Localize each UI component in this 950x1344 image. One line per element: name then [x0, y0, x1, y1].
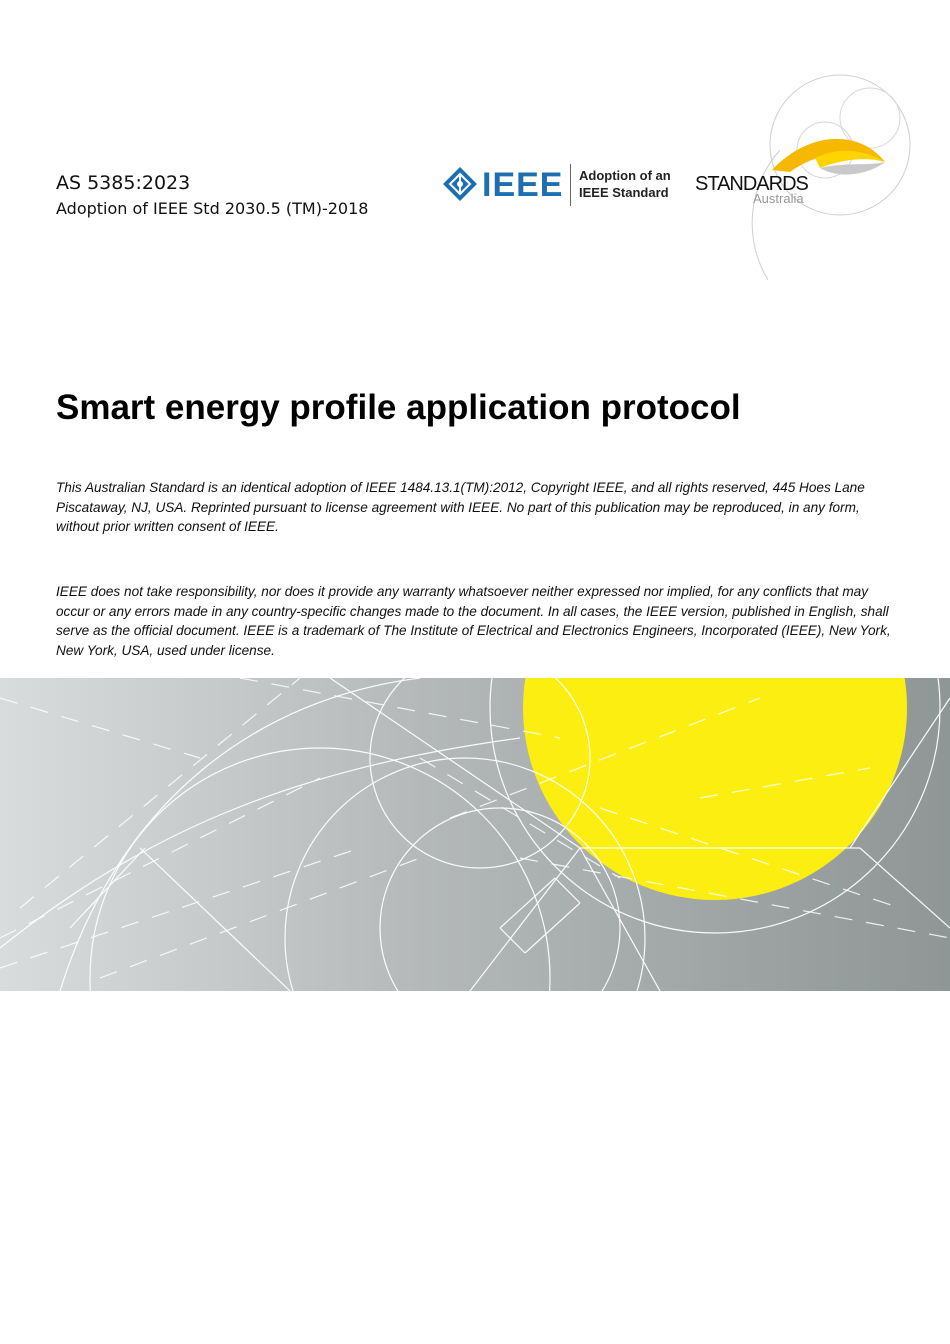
document-title: Smart energy profile application protocol — [56, 388, 741, 427]
cover-banner-graphic — [0, 678, 950, 991]
ieee-logo-divider — [570, 164, 571, 206]
ieee-wordmark: IEEE — [482, 166, 564, 204]
standard-number: AS 5385:2023 — [56, 172, 191, 194]
copyright-notice: This Australian Standard is an identical adoption of IEEE 1484.13.1(TM):2012, Copyright IEEE, and all rights reserved, 445 Hoes Lane Piscataway, NJ, USA. Reprinted pursuant to license agreement with IEEE. No part of this publication may be reproduced, in any form, without prior written consent of IEEE. — [56, 480, 865, 535]
standards-wordmark: STANDARDS — [695, 173, 808, 195]
ieee-tagline-line2: IEEE Standard — [579, 185, 669, 200]
ieee-adoption-logo — [442, 162, 672, 208]
disclaimer-notice: IEEE does not take responsibility, nor does it provide any warranty whatsoever neither expressed nor implied, for any conflicts that may occur or any errors made in any country-specific changes made to the document. In all cases, the IEEE version, published in English, shall serve as the official document. IEEE is a trademark of The Institute of Electrical and Electronics Engineers, Incorporated (IEEE), New York, New York, USA, used under license. — [56, 584, 891, 658]
cover-banner — [0, 678, 950, 991]
australia-wordmark: Australia — [753, 191, 804, 206]
adoption-line: Adoption of IEEE Std 2030.5 (TM)-2018 — [56, 199, 369, 218]
ieee-diamond-icon — [442, 166, 478, 202]
ieee-tagline-line1: Adoption of an — [579, 168, 671, 183]
ieee-tagline — [579, 167, 671, 201]
